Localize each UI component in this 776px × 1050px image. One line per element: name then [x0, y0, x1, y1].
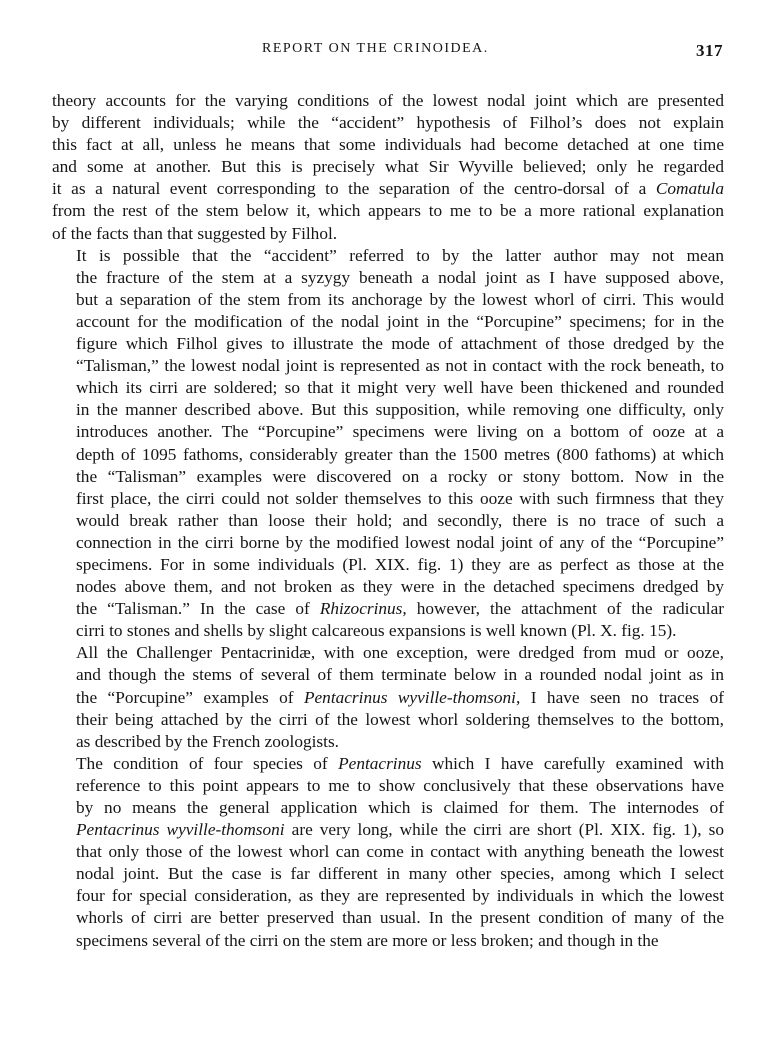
text-line: as described by the French zoologists. — [76, 731, 339, 751]
running-header — [0, 41, 776, 65]
paragraph — [52, 753, 724, 952]
text-line: introduces another. The “Porcupine” specimens were living on a bottom of ooze at a — [76, 422, 724, 442]
page-number: 317 — [696, 41, 723, 60]
text-line: whorls of cirri are better preserved than usual. In the present condition of many of the — [76, 908, 724, 928]
text-line: that only those of the lowest whorl can come in contact with anything beneath the lowest — [76, 842, 724, 862]
text-line: specimens. For in some individuals (Pl. XIX. fig. 1) they are as perfect as those at the — [76, 554, 724, 574]
text-line: All the Challenger Pentacrinidæ, with one exception, were dredged from mud or ooze, — [76, 643, 724, 663]
text-line: nodes above them, and not broken as they were in the detached specimens dredged by — [76, 577, 724, 597]
italic-term: Pentacrinus wyville-thomsoni, — [303, 687, 521, 707]
text-line: the fracture of the stem at a syzygy beneath a nodal joint as I have supposed above, — [76, 267, 724, 287]
text-line: cirri to stones and shells by slight calcareous expansions is well known (Pl. X. fig. 15). — [76, 621, 677, 641]
text-line: depth of 1095 fathoms, considerably greater than the 1500 metres (800 fathoms) at which — [76, 444, 724, 464]
text-line: and though the stems of several of them terminate below in a rounded nodal joint as in — [76, 665, 724, 685]
text-line: first place, the cirri could not solder themselves to this ooze with such firmness that they — [76, 488, 724, 508]
running-title: REPORT ON THE CRINOIDEA. — [262, 41, 489, 56]
text-line: figure which Filhol gives to illustrate the mode of attachment of those dredged by the — [76, 334, 724, 354]
italic-term: Pentacrinus wyville-thomsoni — [76, 820, 285, 840]
text-line: by different individuals; while the “accident” hypothesis of Filhol’s does not explain — [52, 113, 724, 133]
paragraph — [52, 90, 724, 245]
text-line: would break rather than loose their hold; and secondly, there is no trace of such a — [76, 510, 724, 530]
italic-term: Rhizocrinus, — [319, 599, 407, 619]
body-text — [52, 90, 724, 952]
text-line: the “Talisman.” In the case of Rhizocrinus, however, the attachment of the radicular — [76, 599, 724, 619]
text-line: but a separation of the stem from its anchorage by the lowest whorl of cirri. This would — [76, 289, 724, 309]
text-line: reference to this point appears to me to show conclusively that these observations have — [76, 775, 724, 795]
text-line: by no means the general application which is claimed for them. The internodes of — [76, 798, 724, 817]
text-line: this fact at all, unless he means that some individuals had become detached at one time — [52, 135, 724, 155]
text-line: account for the modification of the nodal joint in the “Porcupine” specimens; for in the — [76, 311, 724, 331]
text-line: from the rest of the stem below it, which appears to me to be a more rational explanation — [52, 201, 724, 221]
text-line: nodal joint. But the case is far different in many other species, among which I select — [76, 864, 724, 884]
text-line: “Talisman,” the lowest nodal joint is represented as not in contact with the rock beneath, to — [76, 356, 724, 376]
text-line: It is possible that the “accident” referred to by the latter author may not mean — [76, 245, 724, 265]
paragraph — [52, 642, 724, 752]
text-line: specimens several of the cirri on the stem are more or less broken; and though in the — [76, 930, 659, 950]
text-line: it as a natural event corresponding to the separation of the centro-dorsal of a Comatula — [52, 179, 724, 199]
text-line: four for special consideration, as they are represented by individuals in which the lowest — [76, 886, 724, 906]
text-line: the “Porcupine” examples of Pentacrinus wyville-thomsoni, I have seen no traces of — [76, 687, 724, 707]
italic-term: Pentacrinus — [338, 753, 422, 773]
italic-term: Comatula — [655, 179, 724, 199]
text-line: their being attached by the cirri of the lowest whorl soldering themselves to the bottom, — [76, 709, 724, 729]
text-line: of the facts than that suggested by Filhol. — [52, 223, 338, 243]
paragraph — [52, 245, 724, 643]
text-line: the “Talisman” examples were discovered on a rocky or stony bottom. Now in the — [76, 466, 724, 486]
text-line: The condition of four species of Pentacrinus which I have carefully examined with — [76, 753, 724, 773]
text-line: which its cirri are soldered; so that it might very well have been thickened and rounded — [76, 378, 724, 398]
text-line: in the manner described above. But this supposition, while removing one difficulty, only — [76, 400, 724, 420]
text-line: connection in the cirri borne by the modified lowest nodal joint of any of the “Porcupine” — [76, 532, 724, 552]
text-line: theory accounts for the varying conditions of the lowest nodal joint which are presented — [52, 91, 724, 110]
text-line: Pentacrinus wyville-thomsoni are very long, while the cirri are short (Pl. XIX. fig. 1), so — [76, 820, 725, 840]
text-line: and some at another. But this is precisely what Sir Wyville believed; only he regarded — [52, 157, 724, 177]
